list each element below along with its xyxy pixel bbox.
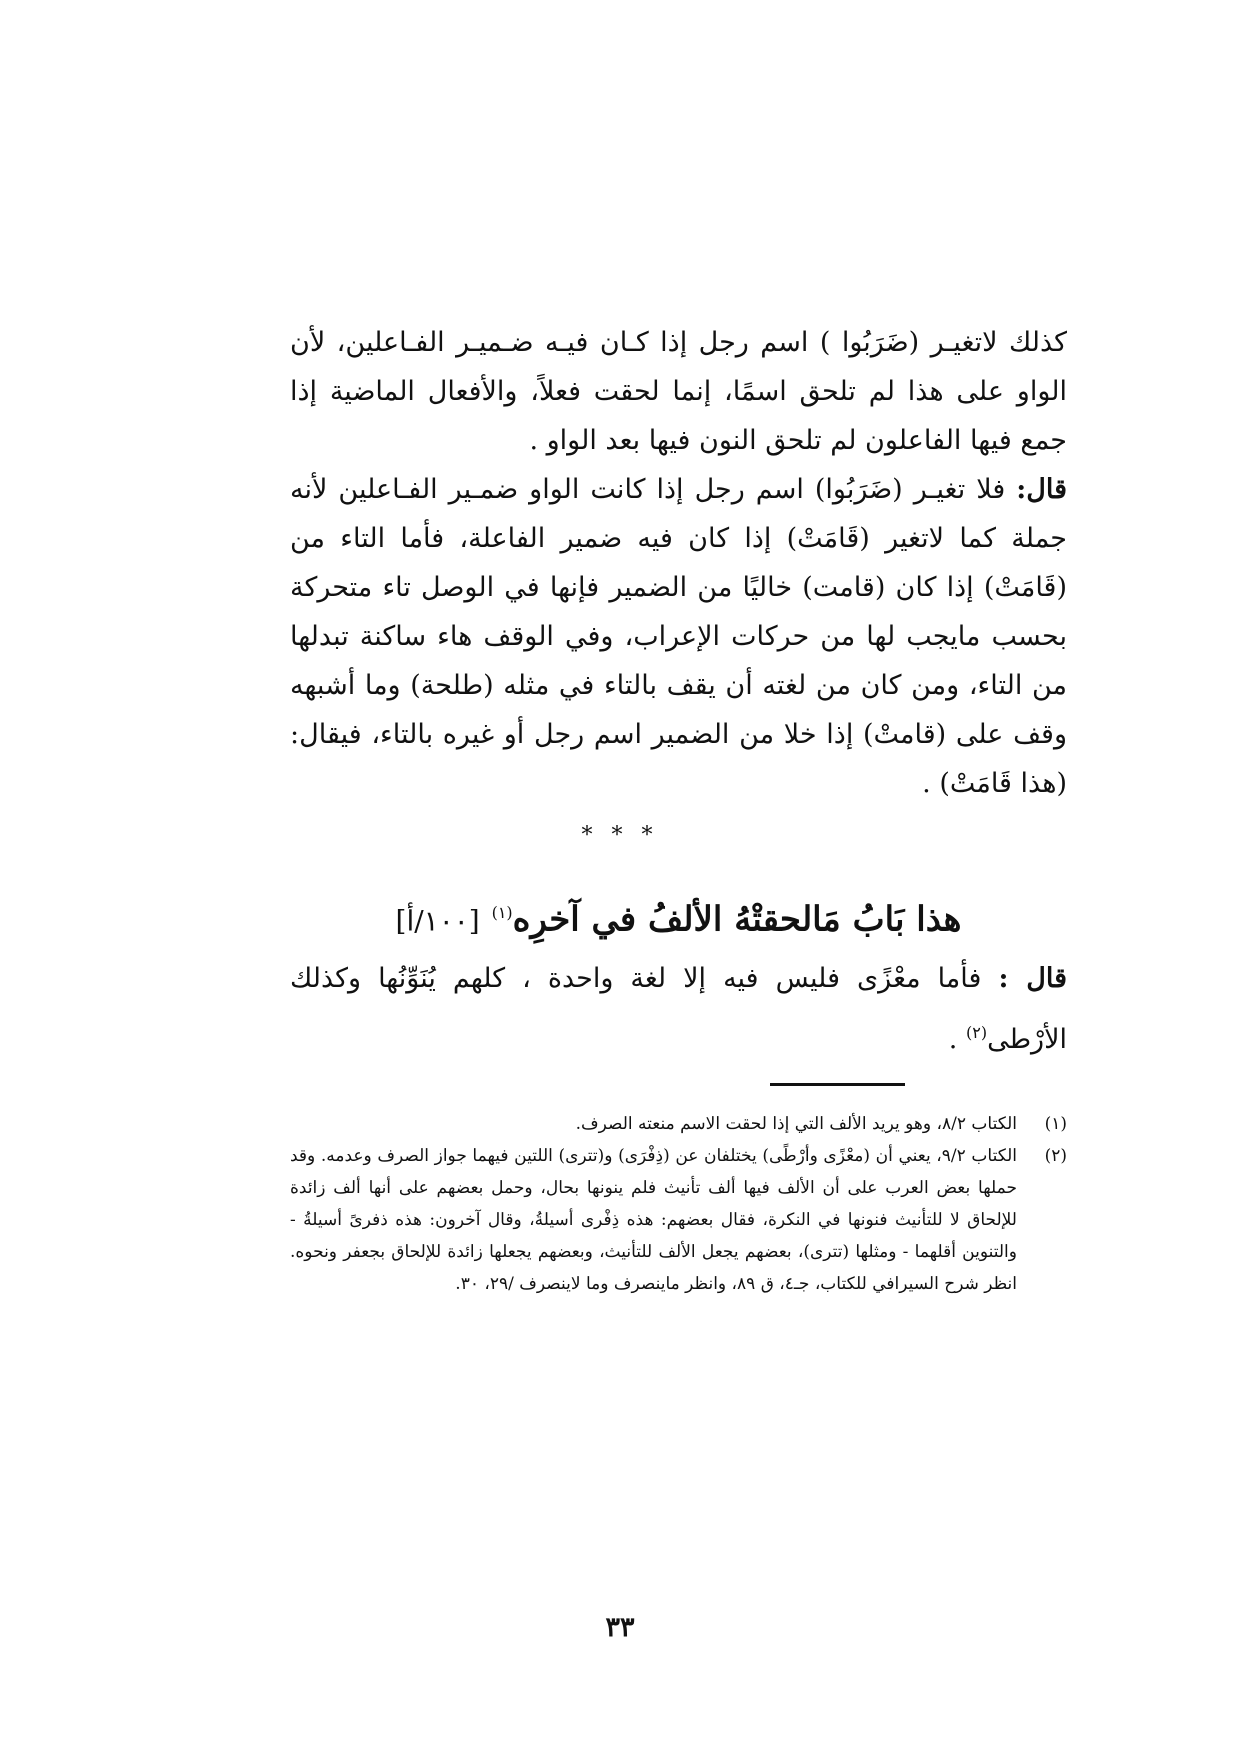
section-text <box>290 952 1067 1067</box>
section-heading-text: هذا بَابُ مَالحقتْهُ الألفُ في آخرِه <box>512 899 962 940</box>
section-separator: * * * <box>581 823 659 848</box>
section-paragraph-end: . <box>948 1024 966 1055</box>
manuscript-reference: [١٠٠/أ] <box>395 904 480 938</box>
footnote-text: الكتاب ٩/٢، يعني أن (معْزًى وأرْطًى) يختلفان عن (ذِفْرَى) و(تترى) اللتين فيهما جواز الصرف وعدمه. وقد حملها بعض العرب على أن الألف فيها ألف تأنيث فلم ينونها بحال، وحمل بعضهم على أنها ألف زائدة للإلحاق لا للتأنيث فنونها في النكرة، فقال بعضهم: هذه ذِفْرى أسيلةُ، وقال آخرون: هذه ذفرىً أسيلةُ - والتنوين أقلهما - ومثلها (تترى)، بعضهم يجعل الألف للتأنيث، وبعضهم يجعلها زائدة للإلحاق بجعفر ونحوه. انظر شرح السيرافي للكتاب، جـ٤، ق ٨٩، وانظر ماينصرف وما لاينصرف /٢٩، ٣٠. <box>290 1146 1017 1294</box>
section-paragraph <box>290 952 1067 1067</box>
paragraph-2-text: فلا تغيـر (ضَرَبُوا) اسم رجل إذا كانت الواو ضمـير الفـاعلين لأنه جملة كما لاتغير (قَامَتْ) إذا كان فيه ضمير الفاعلة، فأما التاء من (قَامَتْ) إذا كان (قامت) خاليًا من الضمير فإنها في الوصل تاء متحركة بحسب مايجب لها من حركات الإعراب، وفي الوقف هاء ساكنة تبدلها من التاء، ومن كان من لغته أن يقف بالتاء في مثله (طلحة) وما أشبهه وقف على (قامتْ) إذا خلا من الضمير اسم رجل أو غيره بالتاء، فيقال: (هذا قَامَتْ) . <box>290 474 1067 799</box>
footnote-number: (١) <box>1044 1114 1067 1134</box>
paragraph-1 <box>290 318 1067 465</box>
paragraph-footnote-marker: (٢) <box>965 1023 988 1042</box>
section-paragraph-text: فأما معْزًى فليس فيه إلا لغة واحدة ، كلهم يُنَوِّنُها وكذلك الأرْطى <box>290 963 1067 1055</box>
footnote-text: الكتاب ٨/٢، وهو يريد الألف التي إذا لحقت الاسم منعته الصرف. <box>575 1114 1017 1134</box>
footnote-divider <box>770 1083 905 1086</box>
footnote-number: (٢) <box>1044 1146 1067 1166</box>
paragraph-2-lead: قال: <box>1016 474 1067 505</box>
page-number: ٣٣ <box>605 1612 635 1643</box>
main-text <box>290 318 1067 808</box>
paragraph-2 <box>290 465 1067 808</box>
footnote <box>290 1108 1067 1140</box>
section-heading <box>290 888 1067 946</box>
paragraph-1-text: كذلك لاتغيـر (ضَرَبُوا ) اسم رجل إذا كـان فيـه ضـميـر الفـاعلين، لأن الواو على هذا لم تلحق اسمًا، إنما لحقت فعلاً، والأفعال الماضية إذا جمع فيها الفاعلون لم تلحق النون فيها بعد الواو . <box>290 327 1067 456</box>
footnotes <box>290 1108 1067 1300</box>
heading-footnote-marker: (١) <box>491 903 513 922</box>
section-paragraph-lead: قال : <box>998 963 1067 994</box>
footnote <box>290 1140 1067 1300</box>
